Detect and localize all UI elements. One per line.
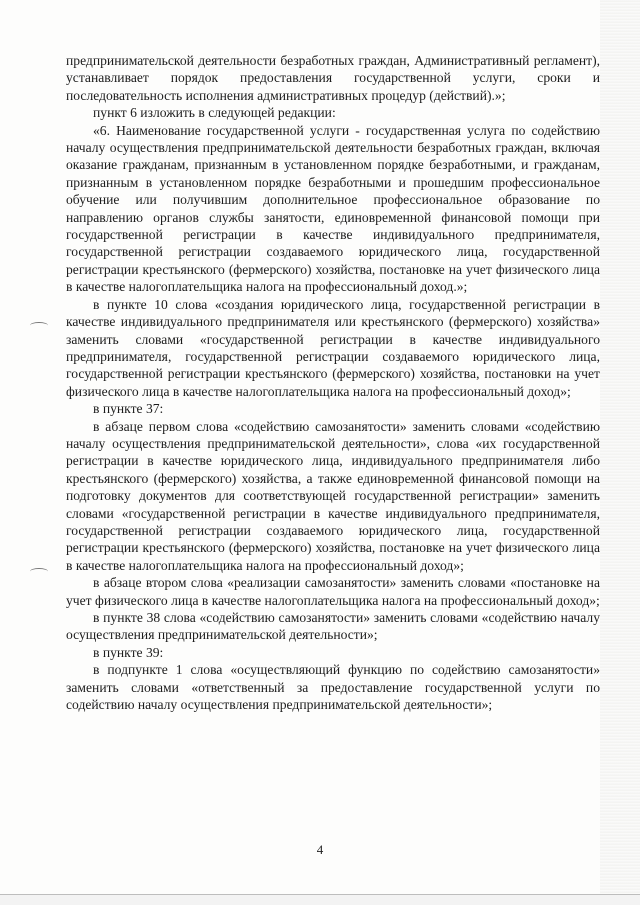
paragraph: в абзаце первом слова «содействию самозанятости» заменить словами «содействию началу осуществления предпринимательской деятельности», слова «их государственной регистрации в качестве юридического лица, индивидуального предпринимателя либо крестьянского (фермерского) хозяйства, а также единовременной финансовой помощи на подготовку документов для соответствующей государственной регистрации» заменить словами «государственной регистрации в качестве индивидуального предпринимателя, государственной регистрации создаваемого юридического лица, государственной регистрации крестьянского (фермерского) хозяйства, постановке на учет физического лица в качестве налогоплательщика налога на профессиональный доход»; [66,418,600,573]
paragraph: в пункте 10 слова «создания юридического лица, государственной регистрации в качестве индивидуального предпринимателя или крестьянского (фермерского) хозяйства» заменить словами «государственной регистрации в качестве индивидуального предпринимателя, государственной регистрации создаваемого юридического лица, государственной регистрации крестьянского (фермерского) хозяйства, постановки на учет физического лица в качестве налогоплательщика налога на профессиональный доход»; [66,296,600,399]
paragraph: в подпункте 1 слова «осуществляющий функцию по содействию самозанятости» заменить словами «ответственный за предоставление государственной услуги по содействию началу осуществления предпринимательской деятельности»; [66,662,600,713]
scan-bottom-edge [0,894,640,905]
paragraph: пункт 6 изложить в следующей редакции: [93,105,336,121]
scan-edge [600,0,640,905]
paragraph: в абзаце втором слова «реализации самозанятости» заменить словами «постановке на учет физического лица в качестве налогоплательщика налога на профессиональный доход»; [66,575,600,608]
punch-hole-mark [30,568,48,575]
paragraph: в пункте 37: [93,401,164,417]
paragraph: «6. Наименование государственной услуги - государственная услуга по содействию началу осуществления предпринимательской деятельности безработных граждан, включая оказание гражданам, признанным в установленном порядке безработными, и гражданам, признанным в установленном порядке безработными и прошедшим профессиональное обучение или получившим дополнительное профессиональное образование по направлению органов службы занятости, единовременной финансовой помощи при государственной регистрации в качестве индивидуального предпринимателя, государственной регистрации создаваемого юридического лица, государственной регистрации крестьянского (фермерского) хозяйства, постановке на учет физического лица в качестве налогоплательщика налога на профессиональный доход.»; [66,122,600,295]
paragraph: предпринимательской деятельности безработных граждан, Административный регламент), устанавливает порядок предоставления государственной услуги, сроки и последовательность исполнения административных процедур (действий).»; [66,53,600,103]
paragraph: в пункте 39: [93,644,164,660]
page-number: 4 [316,842,324,857]
document-body [66,52,600,713]
punch-hole-mark [30,322,48,329]
paragraph: в пункте 38 слова «содействию самозанятости» заменить словами «содействию началу осуществления предпринимательской деятельности»; [66,610,600,643]
